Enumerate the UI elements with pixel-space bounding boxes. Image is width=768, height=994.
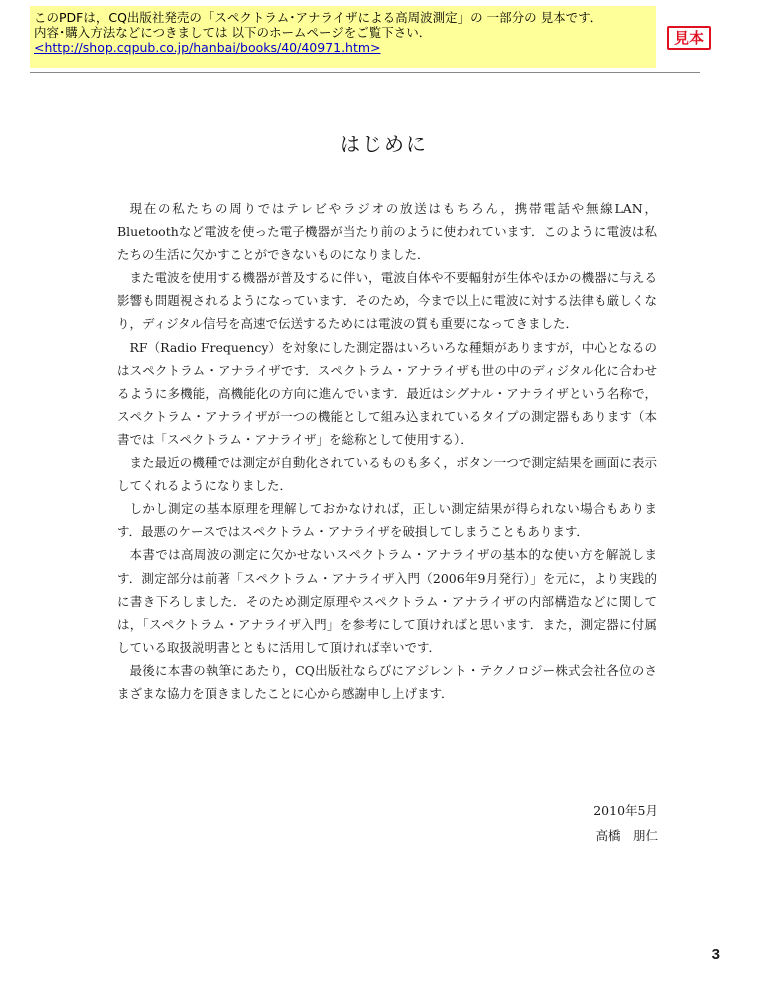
paragraph: また電波を使用する機器が普及するに伴い，電波自体や不要輻射が生体やほかの機器に与える影響も問題視されるようになっています．そのため，今まで以上に電波に対する法律も厳しくなり，ディジタル信号を高速で伝送するためには電波の質も重要になってきました． xyxy=(117,270,657,332)
sample-notice-banner xyxy=(30,6,656,68)
paragraph: 現在の私たちの周りではテレビやラジオの放送はもちろん，携帯電話や無線LAN，Bluetoothなど電波を使った電子機器が当たり前のように使われています．このように電波は私たちの生活に欠かすことができないものになりました． xyxy=(117,201,657,263)
page-title: はじめに xyxy=(340,132,428,156)
sample-stamp: 見本 xyxy=(667,26,711,50)
paragraph: また最近の機種では測定が自動化されているものも多く，ボタン一つで測定結果を画面に表示してくれるようになりました． xyxy=(117,455,657,494)
signature-block xyxy=(593,798,658,848)
signature-date: 2010年5月 xyxy=(593,803,658,818)
paragraph: しかし測定の基本原理を理解しておかなければ，正しい測定結果が得られない場合もあります．最悪のケースではスペクトラム・アナライザを破損してしまうこともあります． xyxy=(117,501,657,540)
paragraph: 最後に本書の執筆にあたり，CQ出版社ならびにアジレント・テクノロジー株式会社各位のさまざまな協力を頂きましたことに心から感謝申し上げます． xyxy=(117,662,657,701)
paragraph: 本書では高周波の測定に欠かせないスペクトラム・アナライザの基本的な使い方を解説します．測定部分は前著「スペクトラム・アナライザ入門（2006年9月発行）」を元に，より実践的に書き下ろしました．そのため測定原理やスペクトラム・アナライザの内部構造などに関しては，「スペクトラム・アナライザ入門」を参考にして頂ければと思います．また，測定器に付属している取扱説明書とともに活用して頂ければ幸いです． xyxy=(117,547,657,655)
paragraph: RF（Radio Frequency）を対象にした測定器はいろいろな種類がありますが，中心となるのはスペクトラム・アナライザです．スペクトラム・アナライザも世の中のディジタル化に合わせるように多機能，高機能化の方向に進んでいます．最近はシグナル・アナライザという名称で，スペクトラム・アナライザが一つの機能として組み込まれているタイプの測定器もあります（本書では「スペクトラム・アナライザ」を総称として使用する）． xyxy=(117,339,657,447)
signature-author: 高橋 朋仁 xyxy=(595,828,658,843)
product-page-link[interactable]: <http://shop.cqpub.co.jp/hanbai/books/40/40971.htm> xyxy=(34,40,381,55)
preface-body xyxy=(117,197,657,705)
header-divider xyxy=(30,72,700,73)
notice-line-1: このPDFは，CQ出版社発売の「スペクトラム･アナライザによる高周波測定」の 一部分の 見本です． xyxy=(34,10,603,25)
notice-line-2: 内容･購入方法などにつきましては 以下のホームページをご覧下さい． xyxy=(34,25,432,40)
page-number: 3 xyxy=(711,946,720,963)
